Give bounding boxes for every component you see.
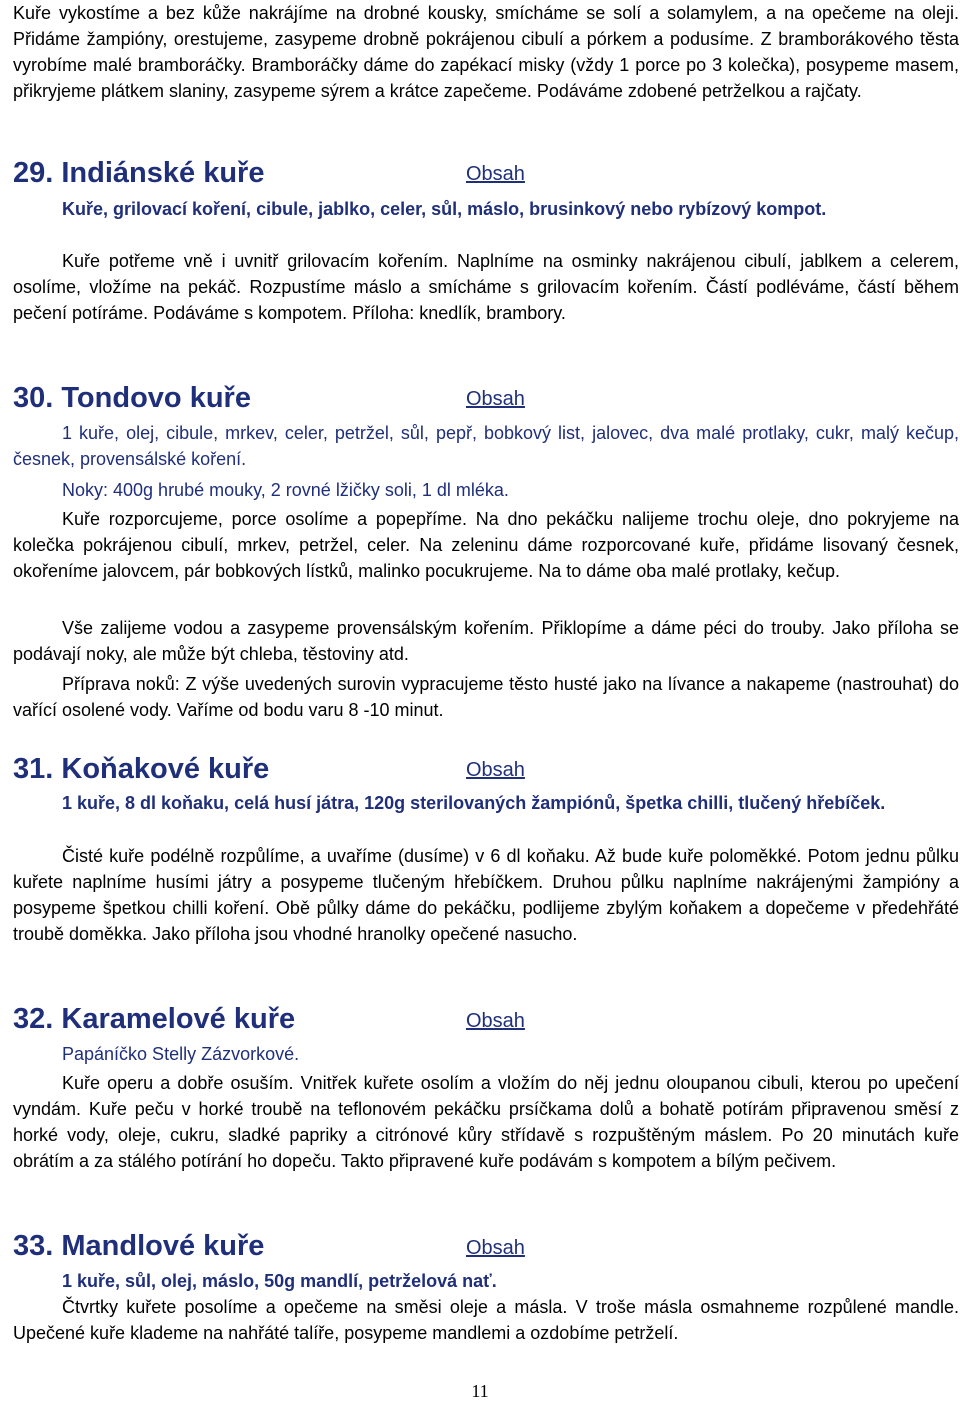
recipe-29-step-1: Kuře potřeme vně i uvnitř grilovacím kořením. Naplníme na osminky nakrájenou cibulí, jablkem a celerem, osolíme, vložíme na pekáč. Rozpustíme máslo a smícháme s grilovacím kořením. Částí podléváme, částí během pečení potíráme. Podáváme s kompotem. Příloha: knedlík, brambory. bbox=[13, 251, 959, 323]
recipe-30-ingredients: 1 kuře, olej, cibule, mrkev, celer, petržel, sůl, pepř, bobkový list, jalovec, dva malé protlaky, cukr, malý kečup, česnek, provensálské koření. bbox=[13, 423, 959, 469]
page-number: 11 bbox=[471, 1381, 489, 1401]
recipe-33-step-1: Čtvrtky kuřete posolíme a opečeme na směsi oleje a másla. V troše másla osmahneme rozpůlené mandle. Upečené kuře klademe na nahřáté talíře, posypeme mandlemi a ozdobíme petrželí. bbox=[13, 1297, 959, 1343]
recipe-33-ingredients: 1 kuře, sůl, olej, máslo, 50g mandlí, petrželová nať. bbox=[62, 1271, 497, 1291]
recipe-30-toc-link[interactable]: Obsah bbox=[466, 388, 525, 410]
recipe-30-step-2: Vše zalijeme vodou a zasypeme provensálským kořením. Přiklopíme a dáme péci do trouby. Jako příloha se podávají noky, ale může být chleba, těstoviny atd. bbox=[13, 618, 959, 664]
recipe-31-ingredients: 1 kuře, 8 dl koňaku, celá husí játra, 120g sterilovaných žampiónů, špetka chilli, tlučený hřebíček. bbox=[62, 793, 886, 813]
recipe-32-step-1: Kuře operu a dobře osuším. Vnitřek kuřete osolím a vložím do něj jednu oloupanou cibuli, kterou po upečení vyndám. Kuře peču v horké troubě na teflonovém pekáčku prsíčkama dolů a bohatě potírám připravenou směsí z horké vody, oleje, cukru, sladké papriky a citrónové kůry střídavě s rozpuštěným máslem. Po 20 minutách kuře obrátím a za stálého potírání ho dopeču. Takto připravené kuře podávám s kompotem a bílým pečivem. bbox=[13, 1073, 959, 1171]
recipe-30-noky-ingredients: Noky: 400g hrubé mouky, 2 rovné lžičky soli, 1 dl mléka. bbox=[62, 480, 509, 500]
recipe-30-step-1: Kuře rozporcujeme, porce osolíme a popepříme. Na dno pekáčku nalijeme trochu oleje, dno pokryjeme na kolečka pokrájenou cibulí, mrkev, petržel, celer. Na zeleninu dáme rozporcované kuře, přidáme lisovaný česnek, okořeníme jalovcem, pár bobkových lístků, malinko pocukrujeme. Na to dáme oba malé protlaky, kečup. bbox=[13, 509, 959, 581]
recipe-30-step-3: Příprava noků: Z výše uvedených surovin vypracujeme těsto husté jako na lívance a nakapeme (nastrouhat) do vařící osolené vody. Vaříme od bodu varu 8 -10 minut. bbox=[13, 674, 959, 720]
recipe-32-author-note: Papáníčko Stelly Zázvorkové. bbox=[62, 1044, 300, 1064]
recipe-30-heading: 30. Tondovo kuře bbox=[13, 382, 251, 414]
recipe-31-toc-link[interactable]: Obsah bbox=[466, 759, 525, 781]
recipe-33-toc-link[interactable]: Obsah bbox=[466, 1237, 525, 1259]
recipe-31-step-1: Čisté kuře podélně rozpůlíme, a uvaříme (dusíme) v 6 dl koňaku. Až bude kuře poloměkké. Potom jednu půlku kuřete naplníme husími játry a posypeme tlučeným hřebíčkem. Druhou půlku naplníme nakrájenými žampióny a posypeme špetkou chilli koření. Obě půlky dáme do pekáčku, podlijeme zbylým koňakem a dopečeme v předehřáté troubě doměkka. Jako příloha jsou vhodné hranolky opečené nasucho. bbox=[13, 846, 959, 944]
recipe-29-ingredients: Kuře, grilovací koření, cibule, jablko, celer, sůl, máslo, brusinkový nebo rybízový kompot. bbox=[62, 199, 827, 219]
recipe-32-toc-link[interactable]: Obsah bbox=[466, 1010, 525, 1032]
intro-paragraph: Kuře vykostíme a bez kůže nakrájíme na drobné kousky, smícháme se solí a solamylem, a na opečeme na oleji. Přidáme žampióny, orestujeme, zasypeme drobně pokrájenou cibulí a pórkem a podusíme. Z bramborákového těsta vyrobíme malé bramboráčky. Bramboráčky dáme do zapékací misky (vždy 1 porce po 3 kolečka), posypeme masem, přikryjeme plátkem slaniny, zasypeme sýrem a krátce zapečeme. Podáváme zdobené petrželkou a rajčaty. bbox=[13, 3, 959, 101]
recipe-31-heading: 31. Koňakové kuře bbox=[13, 753, 270, 785]
recipe-33-heading: 33. Mandlové kuře bbox=[13, 1230, 265, 1262]
recipe-32-heading: 32. Karamelové kuře bbox=[13, 1003, 296, 1035]
recipe-29-toc-link[interactable]: Obsah bbox=[466, 163, 525, 185]
recipe-29-heading: 29. Indiánské kuře bbox=[13, 157, 265, 189]
